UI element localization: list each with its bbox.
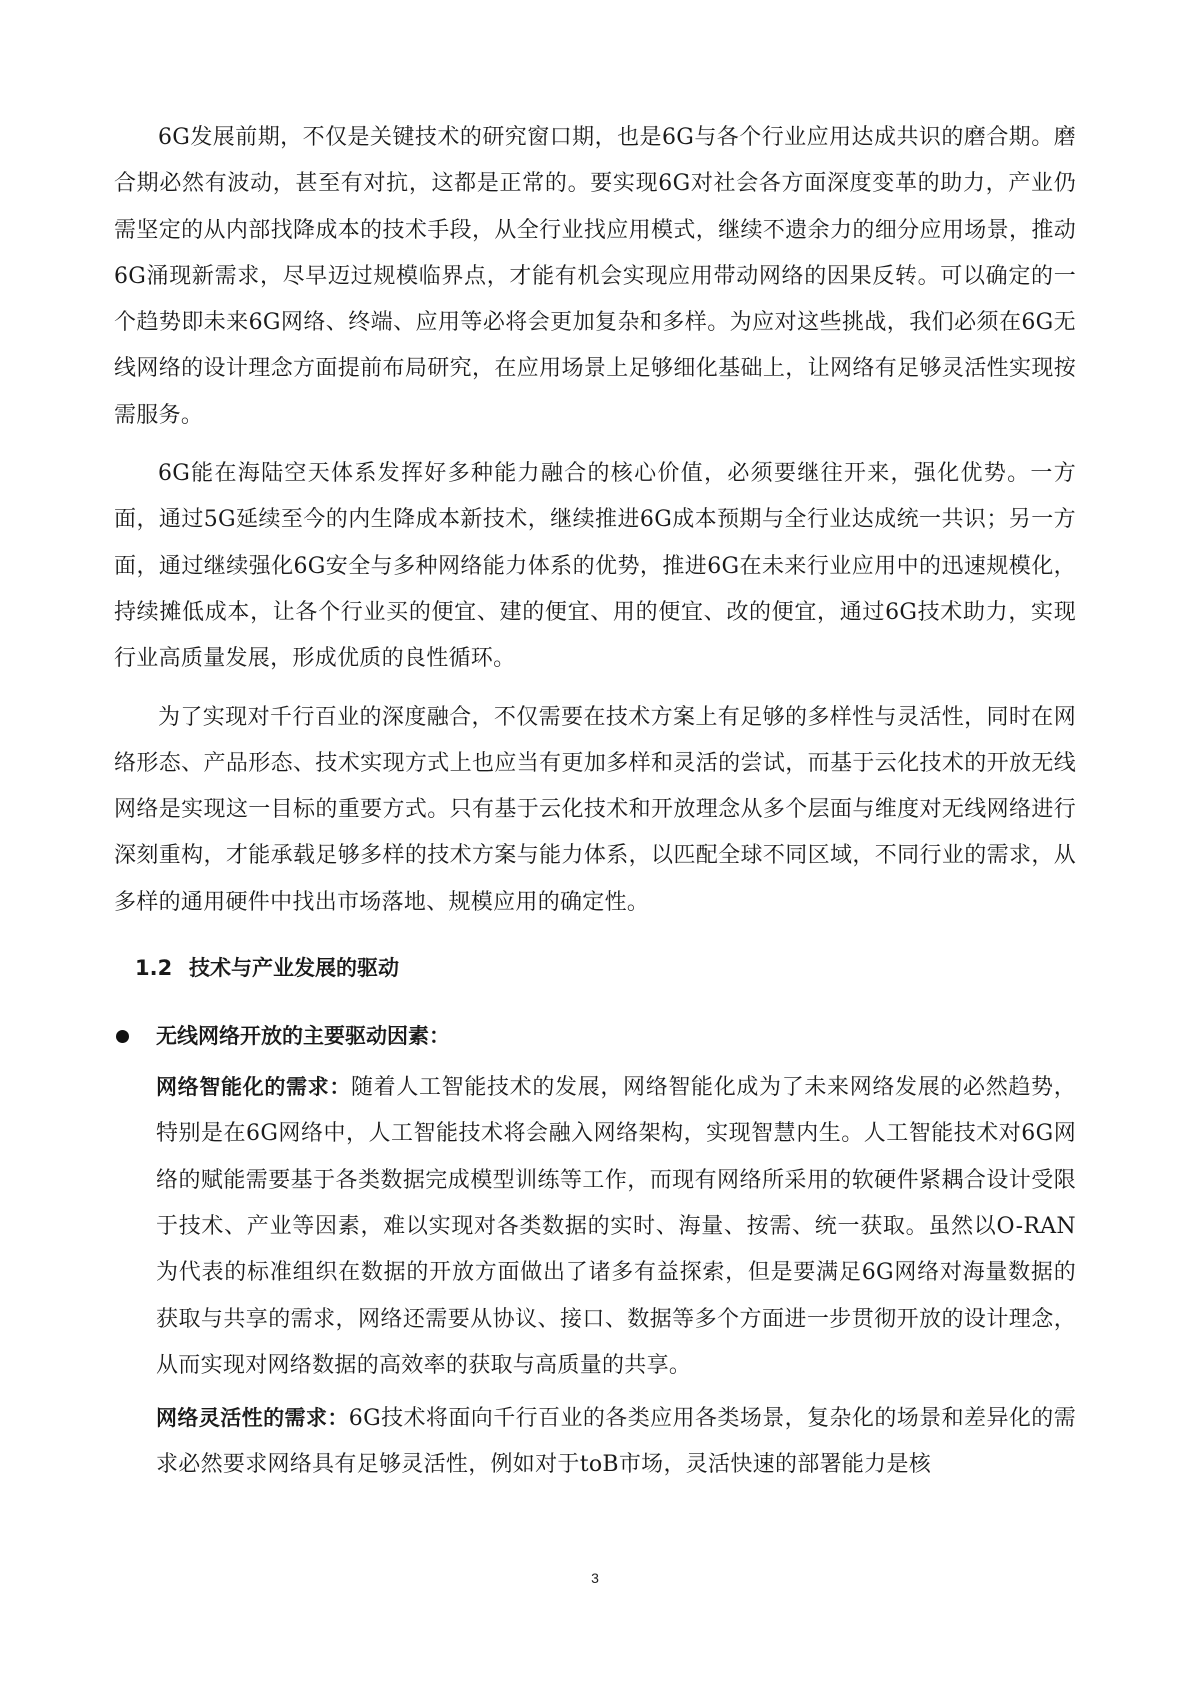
- driver-text-flexibility: 6G技术将面向千行百业的各类应用各类场景，复杂化的场景和差异化的需求必然要求网络具有足够灵活性，例如对于toB市场，灵活快速的部署能力是核: [156, 1406, 1076, 1478]
- driver-label-flexibility: 网络灵活性的需求：: [156, 1406, 349, 1431]
- driver-paragraph-intelligence: [156, 1064, 1076, 1389]
- body-paragraph-2: 6G能在海陆空天体系发挥好多种能力融合的核心价值，必须要继往开来，强化优势。一方面，通过5G延续至今的内生降成本新技术，继续推进6G成本预期与全行业达成统一共识；另一方面，通过继续强化6G安全与多种网络能力体系的优势，推进6G在未来行业应用中的迅速规模化，持续摊低成本，让各个行业买的便宜、建的便宜、用的便宜、改的便宜，通过6G技术助力，实现行业高质量发展，形成优质的良性循环。: [114, 461, 1076, 672]
- bullet-dot-icon: [116, 1030, 129, 1043]
- section-number: 1.2: [135, 956, 173, 981]
- page-number: 3: [591, 1570, 599, 1586]
- bullet-heading: [114, 1016, 1076, 1056]
- driver-label-intelligence: 网络智能化的需求：: [156, 1075, 352, 1100]
- section-heading: [135, 948, 1076, 988]
- body-paragraph-1: 6G发展前期，不仅是关键技术的研究窗口期，也是6G与各个行业应用达成共识的磨合期。磨合期必然有波动，甚至有对抗，这都是正常的。要实现6G对社会各方面深度变革的助力，产业仍需坚定的从内部找降成本的技术手段，从全行业找应用模式，继续不遗余力的细分应用场景，推动6G涌现新需求，尽早迈过规模临界点，才能有机会实现应用带动网络的因果反转。可以确定的一个趋势即未来6G网络、终端、应用等必将会更加复杂和多样。为应对这些挑战，我们必须在6G无线网络的设计理念方面提前布局研究，在应用场景上足够细化基础上，让网络有足够灵活性实现按需服务。: [114, 125, 1076, 428]
- bullet-heading-text: 无线网络开放的主要驱动因素：: [156, 1024, 450, 1049]
- section-title: 技术与产业发展的驱动: [189, 956, 399, 981]
- page-content: [114, 115, 1076, 1489]
- driver-text-intelligence: 随着人工智能技术的发展，网络智能化成为了未来网络发展的必然趋势，特别是在6G网络中，人工智能技术将会融入网络架构，实现智慧内生。人工智能技术对6G网络的赋能需要基于各类数据完成模型训练等工作，而现有网络所采用的软硬件紧耦合设计受限于技术、产业等因素，难以实现对各类数据的实时、海量、按需、统一获取。虽然以O-RAN为代表的标准组织在数据的开放方面做出了诸多有益探索，但是要满足6G网络对海量数据的获取与共享的需求，网络还需要从协议、接口、数据等多个方面进一步贯彻开放的设计理念，从而实现对网络数据的高效率的获取与高质量的共享。: [156, 1075, 1077, 1378]
- driver-paragraph-flexibility: [156, 1395, 1076, 1489]
- body-paragraph-3: 为了实现对千行百业的深度融合，不仅需要在技术方案上有足够的多样性与灵活性，同时在网络形态、产品形态、技术实现方式上也应当有更加多样和灵活的尝试，而基于云化技术的开放无线网络是实现这一目标的重要方式。只有基于云化技术和开放理念从多个层面与维度对无线网络进行深刻重构，才能承载足够多样的技术方案与能力体系，以匹配全球不同区域，不同行业的需求，从多样的通用硬件中找出市场落地、规模应用的确定性。: [114, 704, 1076, 915]
